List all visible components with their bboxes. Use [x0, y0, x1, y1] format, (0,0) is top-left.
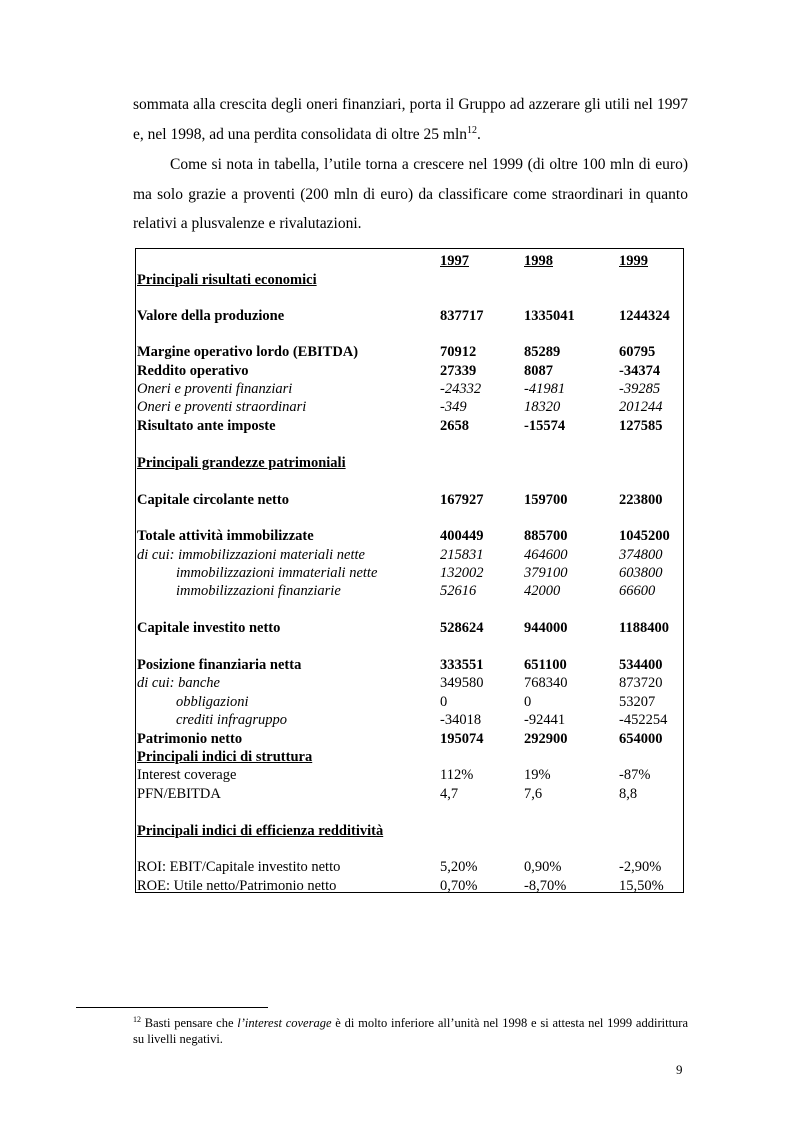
- row-label: Reddito operativo: [137, 363, 249, 379]
- cell-1997: 5,20%: [440, 859, 478, 875]
- cell-1997: -349: [440, 399, 467, 415]
- table-row: [136, 877, 683, 895]
- table-row: [136, 343, 683, 361]
- row-label: di cui: banche: [137, 675, 220, 691]
- row-label: ROE: Utile netto/Patrimonio netto: [137, 878, 337, 894]
- table-row: [136, 564, 683, 582]
- table-row: [136, 766, 683, 784]
- table-row: [136, 582, 683, 600]
- row-label: Totale attività immobilizzate: [137, 528, 314, 544]
- cell-1997: 4,7: [440, 786, 459, 802]
- row-label: Margine operativo lordo (EBITDA): [137, 344, 359, 360]
- table-row: [136, 307, 683, 325]
- page-number: 9: [676, 1062, 683, 1077]
- cell-1998: 885700: [524, 528, 568, 544]
- cell-1998: 8087: [524, 363, 553, 379]
- row-label: immobilizzazioni finanziarie: [176, 583, 341, 599]
- cell-1999: 534400: [619, 657, 663, 673]
- row-label: Principali grandezze patrimoniali: [137, 455, 346, 471]
- table-row: [136, 711, 683, 729]
- table-row: [136, 822, 683, 840]
- cell-1997: 112%: [440, 767, 474, 783]
- row-label: ROI: EBIT/Capitale investito netto: [137, 859, 341, 875]
- cell-1999: 127585: [619, 418, 663, 434]
- year-header-1997: 1997: [440, 253, 469, 269]
- cell-1998: 159700: [524, 492, 568, 508]
- paragraph-2: Come si nota in tabella, l’utile torna a crescere nel 1999 (di oltre 100 mln di euro) ma solo grazie a proventi (200 mln di euro) da classificare come straordinari in quanto relativi a plusvalenze e rivalutazioni.: [133, 156, 688, 232]
- cell-1998: 18320: [524, 399, 561, 415]
- cell-1997: 837717: [440, 308, 484, 324]
- cell-1999: 8,8: [619, 786, 638, 802]
- year-header-1999: 1999: [619, 253, 648, 269]
- cell-1997: 52616: [440, 583, 477, 599]
- cell-1997: 167927: [440, 492, 484, 508]
- cell-1998: 85289: [524, 344, 561, 360]
- row-label: Principali risultati economici: [137, 272, 317, 288]
- row-label: Posizione finanziaria netta: [137, 657, 302, 673]
- cell-1998: 944000: [524, 620, 568, 636]
- table-row: [136, 454, 683, 472]
- table-row: [136, 730, 683, 748]
- cell-1998: 651100: [524, 657, 567, 673]
- cell-1999: -34374: [619, 363, 661, 379]
- cell-1997: 528624: [440, 620, 484, 636]
- cell-1999: 15,50%: [619, 878, 664, 894]
- cell-1997: 70912: [440, 344, 477, 360]
- cell-1997: 0: [440, 694, 448, 710]
- row-label: Risultato ante imposte: [137, 418, 276, 434]
- row-label: Capitale investito netto: [137, 620, 281, 636]
- cell-1998: 768340: [524, 675, 568, 691]
- table-row: [136, 858, 683, 876]
- cell-1998: 0: [524, 694, 532, 710]
- cell-1999: 374800: [619, 547, 663, 563]
- row-label: obbligazioni: [176, 694, 249, 710]
- cell-1998: 7,6: [524, 786, 543, 802]
- paragraph-1: sommata alla crescita degli oneri finanziari, porta il Gruppo ad azzerare gli utili nel 1997 e, nel 1998, ad una perdita consolidata di oltre 25 mln$^{12}$.: [133, 96, 688, 143]
- row-label: PFN/EBITDA: [137, 786, 221, 802]
- row-label: Principali indici di struttura: [137, 749, 313, 765]
- cell-1997: 2658: [440, 418, 469, 434]
- financial-table: [135, 248, 684, 893]
- cell-1997: 333551: [440, 657, 484, 673]
- cell-1997: 195074: [440, 731, 484, 747]
- table-row: [136, 748, 683, 766]
- cell-1999: 1045200: [619, 528, 670, 544]
- table-row: [136, 527, 683, 545]
- cell-1998: 1335041: [524, 308, 575, 324]
- table-row: [136, 656, 683, 674]
- row-label: Oneri e proventi straordinari: [137, 399, 307, 415]
- row-label: immobilizzazioni immateriali nette: [176, 565, 378, 581]
- footnote-ref[interactable]: 12: [467, 124, 478, 136]
- cell-1999: -2,90%: [619, 859, 662, 875]
- row-label: Oneri e proventi finanziari: [137, 381, 293, 397]
- cell-1999: 60795: [619, 344, 656, 360]
- cell-1999: -39285: [619, 381, 661, 397]
- table-row: [136, 674, 683, 692]
- table-row: [136, 417, 683, 435]
- cell-1997: 132002: [440, 565, 484, 581]
- table-row: [136, 271, 683, 289]
- cell-1997: 27339: [440, 363, 477, 379]
- row-label: Interest coverage: [137, 767, 237, 783]
- row-label: crediti infragruppo: [176, 712, 288, 728]
- cell-1999: -452254: [619, 712, 668, 728]
- row-label: Valore della produzione: [137, 308, 285, 324]
- year-header-1998: 1998: [524, 253, 553, 269]
- cell-1999: -87%: [619, 767, 651, 783]
- row-label: di cui: immobilizzazioni materiali nette: [137, 547, 365, 563]
- cell-1998: 464600: [524, 547, 568, 563]
- table-row: [136, 785, 683, 803]
- cell-1998: -92441: [524, 712, 566, 728]
- footnote-12: $^{12}$ Basti pensare che l’interest coverage è di molto inferiore all’unità nel 1998 e si attesta nel 1999 addirittura su livelli negativi.: [133, 1015, 688, 1046]
- table-row: [136, 619, 683, 637]
- cell-1998: -41981: [524, 381, 566, 397]
- table-row: [136, 546, 683, 564]
- table-row: [136, 362, 683, 380]
- cell-1999: 53207: [619, 694, 656, 710]
- cell-1997: 0,70%: [440, 878, 478, 894]
- cell-1997: 215831: [440, 547, 484, 563]
- table-row: [136, 398, 683, 416]
- cell-1997: -34018: [440, 712, 482, 728]
- cell-1998: 292900: [524, 731, 568, 747]
- cell-1999: 201244: [619, 399, 663, 415]
- cell-1999: 654000: [619, 731, 663, 747]
- cell-1998: 0,90%: [524, 859, 562, 875]
- cell-1999: 1244324: [619, 308, 670, 324]
- cell-1999: 603800: [619, 565, 663, 581]
- cell-1998: 42000: [524, 583, 561, 599]
- cell-1999: 1188400: [619, 620, 669, 636]
- table-header-row: [136, 252, 683, 270]
- row-label: Patrimonio netto: [137, 731, 243, 747]
- cell-1999: 873720: [619, 675, 663, 691]
- cell-1998: 19%: [524, 767, 551, 783]
- cell-1997: 349580: [440, 675, 484, 691]
- footnote-divider: [76, 1007, 268, 1008]
- cell-1997: 400449: [440, 528, 484, 544]
- row-label: Principali indici di efficienza redditività: [137, 823, 384, 839]
- row-label: Capitale circolante netto: [137, 492, 289, 508]
- table-row: [136, 693, 683, 711]
- cell-1997: -24332: [440, 381, 482, 397]
- table-row: [136, 380, 683, 398]
- table-row: [136, 491, 683, 509]
- cell-1999: 223800: [619, 492, 663, 508]
- cell-1998: 379100: [524, 565, 568, 581]
- cell-1998: -8,70%: [524, 878, 567, 894]
- cell-1998: -15574: [524, 418, 566, 434]
- cell-1999: 66600: [619, 583, 656, 599]
